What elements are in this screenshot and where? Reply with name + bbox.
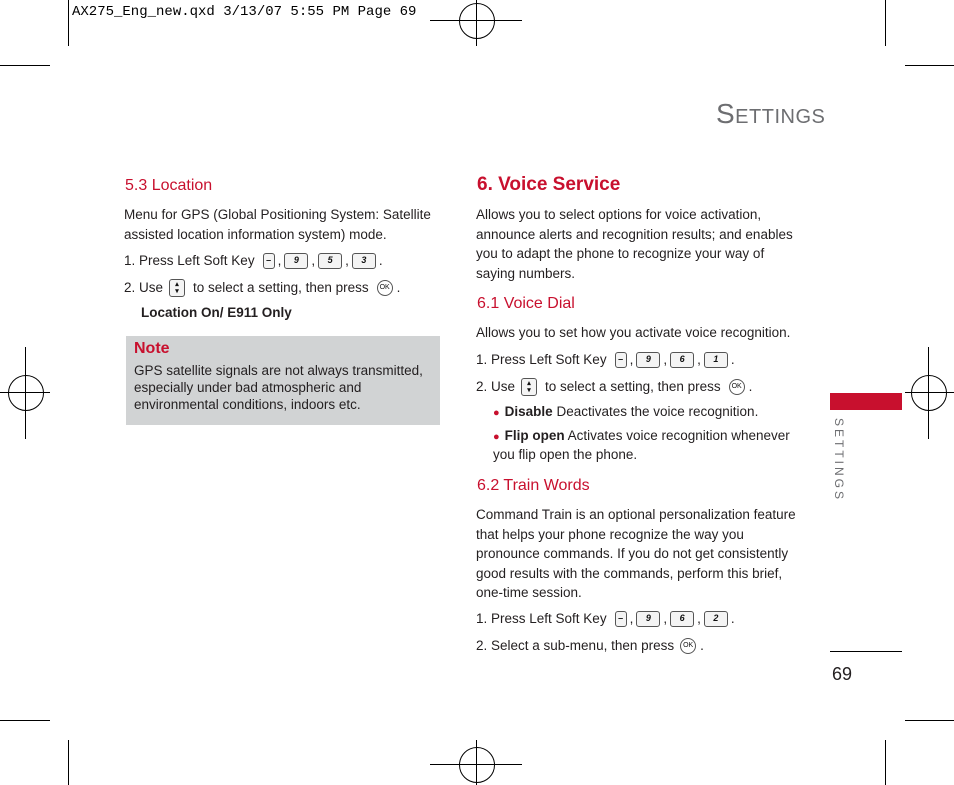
key-6-icon: 6	[670, 352, 694, 368]
navigation-key-icon: ▴ ▾	[521, 378, 537, 396]
crop-mark	[68, 740, 69, 785]
step-text: 1. Press Left Soft Key	[124, 253, 255, 268]
ok-key-icon: OK	[729, 379, 745, 395]
step-text: 1. Press Left Soft Key	[476, 352, 607, 367]
section-tab-marker	[830, 393, 902, 410]
page-number: 69	[832, 664, 853, 684]
step-text: 2. Use	[124, 280, 164, 295]
section-heading-location: 5.3 Location	[125, 177, 213, 194]
crop-mark	[885, 0, 886, 46]
section-heading-train-words: 6.2 Train Words	[477, 477, 590, 494]
option-disable	[493, 402, 803, 424]
voice-service-intro: Allows you to select options for voice activation, announce alerts and recognition results; and enables you to adapt the phone to recognize your way of saying numbers.	[476, 207, 793, 281]
page-title: Settings	[716, 98, 826, 129]
location-step-1: 1. Press Left Soft Key – , 9 , 5 , 3 .	[124, 253, 383, 268]
left-soft-key-icon: –	[615, 352, 627, 368]
side-tab-label: SETTINGS	[832, 418, 846, 503]
voice-dial-step-1: 1. Press Left Soft Key – , 9 , 6 , 1 .	[476, 352, 735, 367]
step-text: 1. Press Left Soft Key	[476, 611, 607, 626]
key-5-icon: 5	[318, 253, 342, 269]
train-words-intro: Command Train is an optional personalization feature that helps your phone recognize the way you pronounce commands. If you do not get consistently good results with the commands, perform this brief, one-time session.	[476, 507, 796, 600]
key-9-icon: 9	[284, 253, 308, 269]
key-6-icon: 6	[670, 611, 694, 627]
step-text: 2. Use	[476, 379, 516, 394]
train-words-step-1: 1. Press Left Soft Key – , 9 , 6 , 2 .	[476, 611, 735, 626]
option-label: Flip open	[504, 428, 565, 443]
ok-key-icon: OK	[377, 280, 393, 296]
bullet-icon: ●	[493, 407, 500, 419]
note-text: GPS satellite signals are not always transmitted, especially under bad atmospheric and environmental conditions, indoors etc.	[134, 363, 423, 412]
location-step-2: 2. Use ▴ ▾ to select a setting, then press OK .	[124, 280, 401, 295]
voice-dial-step-2: 2. Use ▴ ▾ to select a setting, then press OK .	[476, 379, 753, 394]
step-text: to select a setting, then press	[193, 280, 369, 295]
key-2-icon: 2	[704, 611, 728, 627]
crop-mark	[68, 0, 69, 46]
left-soft-key-icon: –	[263, 253, 275, 269]
crop-mark	[0, 65, 50, 66]
option-text: Activates voice recognition whenever you flip open the phone.	[493, 428, 790, 462]
key-3-icon: 3	[352, 253, 376, 269]
note-box	[126, 336, 440, 425]
crop-mark	[905, 65, 954, 66]
key-9-icon: 9	[636, 352, 660, 368]
ok-key-icon: OK	[680, 638, 696, 654]
key-9-icon: 9	[636, 611, 660, 627]
option-text: Deactivates the voice recognition.	[556, 404, 759, 419]
note-title: Note	[134, 340, 170, 357]
print-slug: AX275_Eng_new.qxd 3/13/07 5:55 PM Page 69	[72, 4, 417, 20]
section-heading-voice-dial: 6.1 Voice Dial	[477, 295, 575, 312]
key-1-icon: 1	[704, 352, 728, 368]
train-words-step-2: 2. Select a sub-menu, then press OK .	[476, 638, 704, 653]
location-options: Location On/ E911 Only	[141, 305, 292, 320]
crop-mark	[885, 740, 886, 785]
crop-mark	[905, 720, 954, 721]
voice-dial-intro: Allows you to set how you activate voice recognition.	[476, 325, 791, 340]
page-number-rule	[830, 651, 902, 652]
step-text: to select a setting, then press	[545, 379, 721, 394]
option-flip-open	[493, 427, 803, 463]
crop-mark	[0, 720, 50, 721]
section-heading-voice-service: 6. Voice Service	[477, 174, 621, 195]
option-label: Disable	[504, 404, 553, 419]
location-intro: Menu for GPS (Global Positioning System: Satellite assisted location information system) mode.	[124, 207, 431, 242]
step-text: 2. Select a sub-menu, then press	[476, 638, 675, 653]
navigation-key-icon: ▴ ▾	[169, 279, 185, 297]
bullet-icon: ●	[493, 431, 500, 443]
left-soft-key-icon: –	[615, 611, 627, 627]
